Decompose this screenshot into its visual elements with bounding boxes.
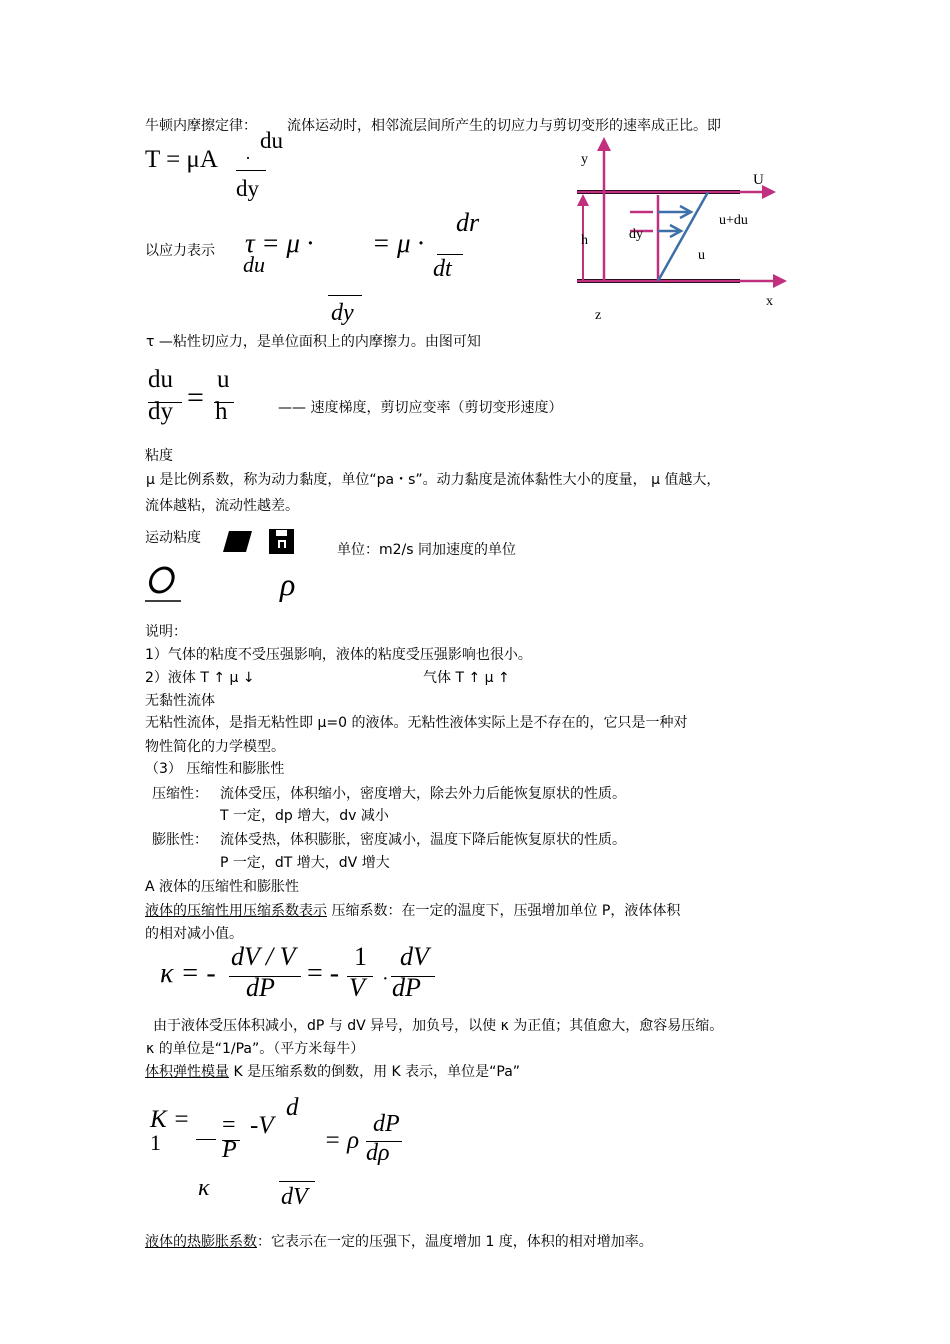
eq2-dt-bar [437,254,463,255]
label-z: z [595,308,602,323]
bulk-K: K = [150,1106,190,1133]
ratio-u: u [217,366,230,393]
save-glyph-shutter [276,530,287,536]
x-arrowhead [773,274,787,288]
stress-label: 以应力表示 [145,243,215,259]
nu-glyph-loop [148,568,175,592]
bulk-modulus-underlined: 体积弹性模量 [145,1064,229,1080]
ratio-equals: = [187,381,204,414]
eq1-dot: · [245,148,251,168]
eq2-fraction-bar [328,295,362,296]
bulk-kappa: κ [198,1175,210,1201]
inviscid-desc-2: 物性简化的力学模型。 [145,739,285,755]
bulk-eq: = [222,1112,236,1138]
kappa-den: dP [246,973,275,1002]
ratio-dy: dy [148,398,173,425]
bulk-modulus-line [145,1062,520,1082]
eq2-dr: dr [456,208,480,237]
compressibility-desc: 流体受压，体积缩小，密度增大，除去外力后能恢复原状的性质。 [220,786,626,802]
eq2-du: du [243,252,265,277]
ratio-du: du [148,366,173,393]
bulk-dV: dV [281,1184,308,1210]
ratio-h: h [215,398,228,425]
eq1-numerator: du [260,128,283,153]
gradient-description: —— 速度梯度，剪切应变率（剪切变形速度） [278,400,563,416]
U-arrowhead [762,185,776,199]
notes-heading: 说明： [145,624,187,640]
kappa-num: dV / V [231,942,296,971]
eq2-tau: τ = μ · [245,228,314,258]
label-dy: dy [629,227,643,242]
note-1: 1）气体的粘度不受压强影响，液体的粘度受压强影响也很小。 [145,647,532,663]
shear-flow-diagram [560,135,800,330]
bulk-drho: dρ [366,1140,390,1166]
thermal-rest: ：它表示在一定的压强下，温度增加 1 度，体积的相对增加率。 [257,1234,653,1250]
label-x: x [766,294,773,309]
compression-coef-line-2: 的相对减小值。 [145,926,243,942]
eq2-dy: dy [331,300,354,326]
inviscid-desc-1: 无粘性流体，是指无粘性即 μ=0 的液体。无粘性液体实际上是不存在的，它只是一种对 [145,715,688,731]
parallelogram-glyph [223,531,252,552]
tau-description: τ —粘性切应力，是单位面积上的内摩擦力。由图可知 [146,334,481,350]
kappa-dot: · [382,968,389,990]
newton-title: 牛顿内摩擦定律： [145,118,257,134]
eq1-lhs: T = μA [145,146,218,173]
h-arrowhead [577,194,589,206]
kappa-V: V [349,973,365,1002]
newton-description: 流体运动时，相邻流层间所产生的切应力与剪切变形的速率成正比。即 [287,118,721,134]
compressibility-label: 压缩性： [152,786,208,802]
kinematic-unit: 单位：m2/s 同加速度的单位 [337,542,517,558]
compression-coef-rest: 压缩系数：在一定的温度下，压强增加单位 P，液体体积 [327,903,681,919]
kappa-den2: dP [392,973,421,1002]
velocity-profile [658,192,708,281]
compression-coef-underlined: 液体的压缩性用压缩系数表示 [145,903,327,919]
note-2-liquid: 2）液体 T ↑ μ ↓ [145,670,255,686]
eq1-fraction-bar [236,170,266,171]
eq1-denominator: dy [236,176,259,201]
thermal-line [145,1232,653,1252]
mu-description-2: 流体越粘，流动性越差。 [145,498,299,514]
rho-symbol: ρ [280,566,296,602]
viscosity-heading: 粘度 [145,448,173,464]
nu-glyph [143,565,185,605]
kappa-num2: dV [400,942,429,971]
compression-coef-line [145,901,680,921]
expansion-desc: 流体受热，体积膨胀，密度减小，温度下降后能恢复原状的性质。 [220,832,626,848]
missing-glyph-icons [222,528,300,555]
label-u-plus-du: u+du [719,213,748,228]
kappa-unit-desc: κ 的单位是“1/Pa”。（平方米每牛） [146,1041,365,1057]
label-U: U [753,172,764,188]
bulk-one: 1 [150,1130,161,1155]
bulk-dV-bar [279,1181,315,1182]
inviscid-heading: 无黏性流体 [145,693,215,709]
eq2-mid: = μ · [372,228,425,258]
section-a-heading: A 液体的压缩性和膨胀性 [145,879,300,895]
kappa-sign-desc: 由于液体受压体积减小，dP 与 dV 异号，加负号，以使 κ 为正值；其值愈大，愈容易压缩。 [153,1018,724,1034]
y-axis-arrowhead [597,137,611,151]
thermal-underlined: 液体的热膨胀系数 [145,1234,257,1250]
label-h: h [581,233,588,248]
mu-description-1: μ 是比例系数，称为动力黏度，单位“pa・s”。动力黏度是流体黏性大小的度量， μ 值越大， [146,472,721,488]
compressibility-sub: T 一定，dp 增大，dv 减小 [220,808,389,824]
bulk-eq-rho: = ρ [324,1127,360,1154]
bulk-dP: dP [373,1111,400,1137]
section-3-heading: （3） 压缩性和膨胀性 [145,761,285,777]
expansion-sub: P 一定，dT 增大，dV 增大 [220,855,390,871]
bulk-modulus-rest: K 是压缩系数的倒数，用 K 表示，单位是“Pa” [229,1064,521,1080]
expansion-label: 膨胀性： [152,832,208,848]
bulk-P: P [222,1137,237,1163]
note-2-gas: 气体 T ↑ μ ↑ [423,670,510,686]
bulk-minus-V: -V [250,1112,274,1139]
kinematic-viscosity-label: 运动粘度 [145,530,201,546]
bulk-dash [196,1139,216,1140]
kappa-eq: = - [307,958,340,989]
kappa-lhs: κ = - [160,958,216,989]
bulk-d: d [286,1094,299,1121]
kappa-one: 1 [354,942,367,971]
label-u: u [698,248,705,263]
label-y: y [581,152,588,167]
eq2-dt: dt [433,256,452,282]
